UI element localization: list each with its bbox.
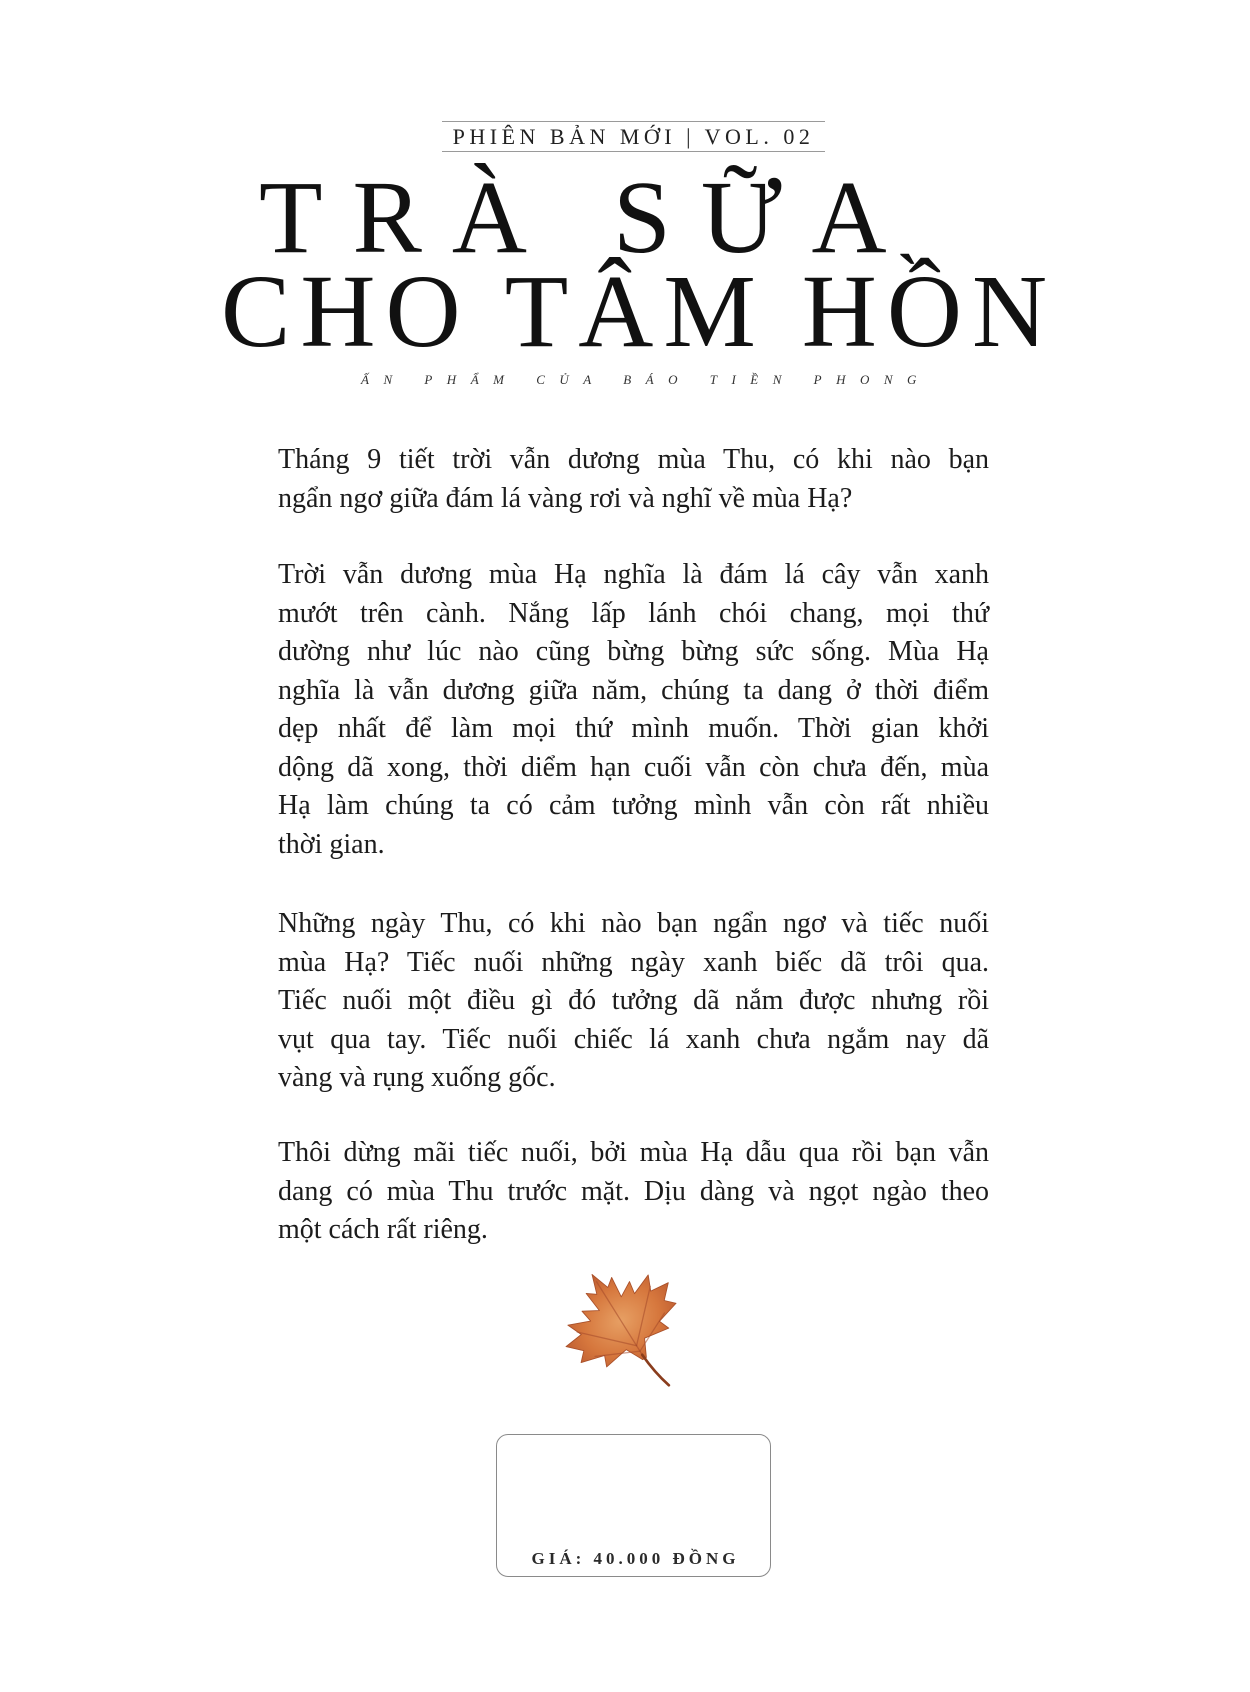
series-label: PHIÊN BẢN MỚI | VOL. 02 (442, 121, 825, 152)
body-paragraph-3 (278, 905, 989, 1098)
title-line-1: TRÀ SỮA (259, 160, 917, 275)
text-line: dường như lúc nào cũng bừng bừng sức sống. Mùa Hạ (278, 636, 989, 667)
maple-leaf-icon (536, 1238, 720, 1426)
body-paragraph-1 (278, 441, 989, 518)
text-line: nghĩa là vẫn dương giữa năm, chúng ta dang ở thời điểm (278, 674, 989, 706)
title-line-2: CHO TÂM HỒN (221, 254, 1058, 369)
body-paragraph-2 (278, 556, 989, 864)
text-line: dẹp nhất để làm mọi thứ mình muốn. Thời gian khởi (278, 713, 989, 744)
text-line: vàng và rụng xuống gốc. (278, 1062, 556, 1093)
text-line: một cách rất riêng. (278, 1214, 488, 1245)
text-line: ngẩn ngơ giữa đám lá vàng rơi và nghĩ về mùa Hạ? (278, 482, 853, 514)
publisher-line: ẤN PHẨM CỦA BÁO TIỀN PHONG (361, 372, 931, 387)
text-line: Tháng 9 tiết trời vẫn dương mùa Thu, có khi nào bạn (278, 444, 989, 475)
text-line: Những ngày Thu, có khi nào bạn ngẩn ngơ và tiếc nuối (278, 908, 989, 939)
price-box (496, 1434, 771, 1577)
body-paragraph-4 (278, 1134, 989, 1250)
text-line: dang có mùa Thu trước mặt. Dịu dàng và ngọt ngào theo (278, 1175, 989, 1207)
leaf-veins (560, 1259, 680, 1380)
text-line: dộng dã xong, thời diểm hạn cuối vẫn còn chưa đến, mùa (278, 751, 989, 783)
text-line: mướt trên cành. Nắng lấp lánh chói chang, mọi thứ (278, 597, 989, 629)
price-label: GIÁ: 40.000 ĐỒNG (531, 1549, 740, 1568)
text-line: Trời vẫn dương mùa Hạ nghĩa là đám lá cây vẫn xanh (278, 559, 989, 590)
text-line: Tiếc nuối một điều gì đó tưởng dã nắm được nhưng rồi (278, 985, 989, 1016)
text-line: Hạ làm chúng ta có cảm tưởng mình vẫn còn rất nhiều (278, 790, 989, 821)
text-line: Thôi dừng mãi tiếc nuối, bởi mùa Hạ dẫu qua rồi bạn vẫn (278, 1137, 989, 1168)
text-line: mùa Hạ? Tiếc nuối những ngày xanh biếc dã trôi qua. (278, 946, 989, 978)
text-line: vụt qua tay. Tiếc nuối chiếc lá xanh chưa ngắm nay dã (278, 1023, 989, 1055)
text-line: thời gian. (278, 828, 385, 860)
